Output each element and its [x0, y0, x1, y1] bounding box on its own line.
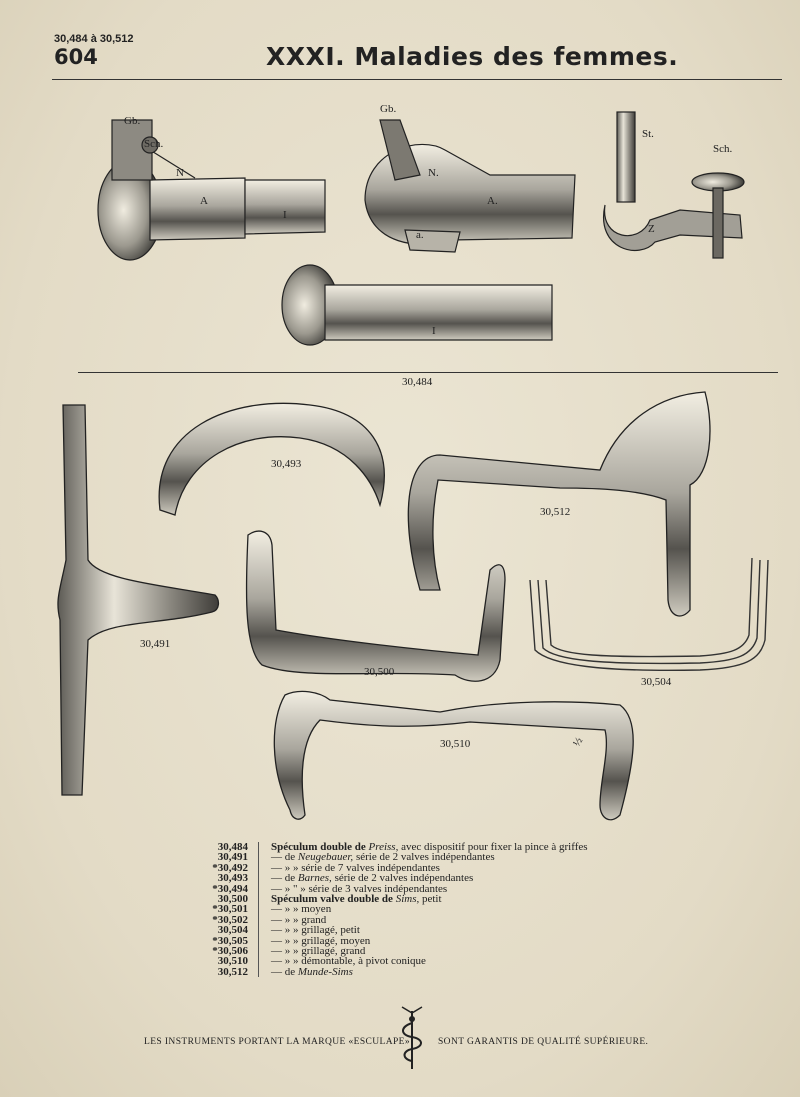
catalog-number: 30,500: [217, 893, 248, 906]
catalog-number: *30,502: [212, 913, 248, 926]
catalog-number: 30,510: [217, 955, 248, 968]
catalog-list: [192, 842, 588, 977]
figure-label-30504: 30,504: [641, 676, 672, 688]
description-detail: moyen: [301, 903, 332, 916]
figure-label-30500: 30,500: [364, 666, 395, 678]
clamp-figure: [604, 112, 744, 258]
description-detail: avec dispositif pour fixer la pince à griffes: [398, 841, 588, 853]
description-lead: — de: [271, 851, 298, 864]
catalog-row: [192, 904, 588, 914]
description-detail: grand: [301, 913, 327, 926]
description-detail: petit: [419, 893, 442, 906]
figure-label-30510: 30,510: [440, 738, 471, 750]
catalog-row: [192, 915, 588, 925]
footer-left: LES INSTRUMENTS PORTANT LA MARQUE «ESCULAPE»: [144, 1037, 411, 1047]
catalog-row: [192, 967, 588, 977]
catalog-row: [192, 894, 588, 904]
item-range: 30,484 à 30,512: [54, 33, 134, 45]
catalog-number: *30,494: [212, 882, 248, 895]
figure-label-30512: 30,512: [540, 506, 571, 518]
page-title: XXXI. Maladies des femmes.: [266, 42, 679, 71]
catalog-number: 30,484: [217, 841, 248, 853]
catalog-description: [259, 967, 588, 977]
label-i-lower: I: [432, 325, 436, 337]
figure-label-30484: 30,484: [402, 376, 433, 388]
figure-label-30491: 30,491: [140, 638, 171, 650]
footer-right: SONT GARANTIS DE QUALITÉ SUPÉRIEURE.: [438, 1037, 649, 1047]
catalog-number: *30,505: [212, 934, 248, 947]
description-detail: série de 2 valves indépendantes: [331, 872, 474, 885]
catalog-number: 30,512: [217, 965, 248, 978]
description-detail: série de 7 valves indépendantes: [301, 861, 440, 874]
catalog-number: *30,492: [212, 861, 248, 874]
label-a-small: a.: [416, 229, 424, 241]
description-lead: — » »: [271, 945, 302, 958]
label-gb-left: Gb.: [124, 115, 141, 127]
section-rule: [78, 372, 778, 373]
label-n-mid: N.: [428, 167, 439, 179]
label-i-left: I: [283, 209, 287, 221]
description-name: Neugebauer,: [297, 851, 354, 864]
description-lead: Spéculum double de: [271, 841, 369, 853]
catalog-number: *30,506: [212, 945, 248, 958]
description-lead: — » »: [271, 955, 302, 968]
catalog-number: 30,491: [217, 851, 248, 864]
label-a-left: A: [200, 195, 208, 207]
description-lead: — » " »: [271, 882, 309, 895]
description-detail: série de 3 valves indépendantes: [308, 882, 448, 895]
preiss-speculum-figure: [98, 120, 325, 260]
description-lead: — » »: [271, 861, 302, 874]
page-number: 604: [54, 45, 98, 69]
description-name: Preiss,: [368, 841, 399, 853]
description-lead: — » »: [271, 913, 302, 926]
sims-valve-figure: [246, 531, 505, 681]
description-name: Sims,: [395, 893, 420, 906]
label-n-left: N: [176, 167, 184, 179]
description-detail: série de 2 valves indépendantes: [353, 851, 495, 864]
figure-label-30493: 30,493: [271, 458, 302, 470]
label-a-mid: A.: [487, 195, 498, 207]
description-detail: grillagé, petit: [301, 924, 360, 937]
wire-speculum-figure: [530, 558, 768, 670]
description-name: Munde-Sims: [297, 965, 353, 978]
munde-sims-figure: [408, 392, 710, 616]
label-st: St.: [642, 128, 654, 140]
description-lead: — » »: [271, 903, 302, 916]
label-sch-right: Sch.: [713, 143, 733, 155]
esculape-logo: [396, 1003, 428, 1071]
description-detail: grillagé, grand: [301, 945, 366, 958]
description-detail: grillagé, moyen: [301, 934, 371, 947]
preiss-lower-valve-figure: [282, 265, 552, 345]
description-lead: — de: [271, 965, 298, 978]
label-gb-mid: Gb.: [380, 103, 397, 115]
catalog-row: [192, 936, 588, 946]
description-lead: — » »: [271, 934, 302, 947]
label-z: Z: [648, 223, 655, 235]
preiss-valve-figure: [365, 120, 575, 252]
catalog-number: 30,493: [217, 872, 248, 885]
catalog-row: [192, 925, 588, 935]
description-name: Barnes,: [297, 872, 332, 885]
description-lead: — de: [271, 872, 298, 885]
catalog-number: 30,504: [217, 924, 248, 937]
description-detail: démontable, à pivot conique: [301, 955, 426, 968]
demountable-sims-figure: [274, 691, 633, 819]
label-sch-left: Sch.: [144, 138, 164, 150]
catalog-row: [192, 956, 588, 966]
catalog-number: *30,501: [212, 903, 248, 916]
description-lead: Spéculum valve double de: [271, 893, 396, 906]
description-lead: — » »: [271, 924, 302, 937]
scale-half-label: ½: [570, 735, 586, 749]
